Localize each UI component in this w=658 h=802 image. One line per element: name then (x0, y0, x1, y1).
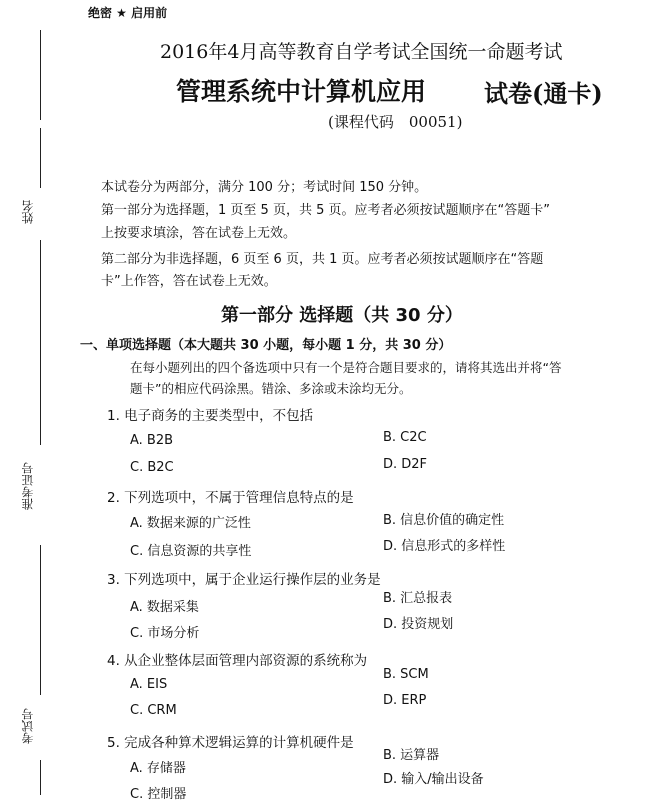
option-d: D. ERP (383, 693, 427, 708)
question-stem: 4. 从企业整体层面管理内部资源的系统称为 (107, 653, 368, 669)
option-c: C. 市场分析 (130, 626, 200, 641)
candidate-number-label: 准考证号 (21, 462, 35, 510)
option-a: A. EIS (130, 677, 168, 692)
option-b: B. 信息价值的确定性 (383, 513, 505, 528)
name-label: 姓名 (21, 200, 35, 224)
question-stem: 1. 电子商务的主要类型中，不包括 (107, 408, 314, 424)
binding-line (40, 128, 41, 188)
question-stem: 5. 完成各种算术逻辑运算的计算机硬件是 (107, 735, 354, 751)
section-title: 第一部分 选择题（共 30 分） (221, 305, 463, 326)
option-b: B. SCM (383, 667, 429, 682)
option-d: D. 输入/输出设备 (383, 772, 484, 787)
option-d: D. D2F (383, 457, 428, 472)
binding-line (40, 545, 41, 695)
exam-title: 2016年4月高等教育自学考试全国统一命题考试 (160, 41, 563, 63)
instruction-line: 题卡”的相应代码涂黑。错涂、多涂或未涂均无分。 (130, 381, 412, 396)
paper-type: 试卷(通卡) (484, 79, 603, 108)
binding-line (40, 240, 41, 445)
option-c: C. 控制器 (130, 787, 187, 802)
exam-number-label: 考试号 (21, 708, 35, 744)
option-b: B. 汇总报表 (383, 591, 453, 606)
instruction-lead: 一、单项选择题（本大题共 30 小题，每小题 1 分，共 30 分） (80, 338, 452, 353)
secret-mark: 绝密 ★ 启用前 (88, 6, 168, 20)
option-a: A. B2B (130, 433, 174, 448)
option-a: A. 数据来源的广泛性 (130, 516, 251, 531)
question-stem: 3. 下列选项中，属于企业运行操作层的业务是 (107, 572, 381, 588)
notice-line: 卡”上作答，答在试卷上无效。 (101, 274, 277, 289)
subject-title: 管理系统中计算机应用 (176, 77, 427, 106)
course-code: (课程代码 00051) (328, 113, 463, 131)
binding-line (40, 30, 41, 120)
option-b: B. 运算器 (383, 748, 440, 763)
option-d: D. 信息形式的多样性 (383, 539, 506, 554)
instruction-line: 在每小题列出的四个备选项中只有一个是符合题目要求的，请将其选出并将“答 (130, 360, 562, 375)
notice-line: 第一部分为选择题，1 页至 5 页，共 5 页。应考者必须按试题顺序在“答题卡” (101, 203, 550, 218)
option-a: A. 存储器 (130, 761, 186, 776)
notice-line: 本试卷分为两部分，满分 100 分；考试时间 150 分钟。 (101, 180, 428, 195)
option-c: C. CRM (130, 703, 177, 718)
notice-line: 上按要求填涂，答在试卷上无效。 (101, 226, 297, 241)
option-c: C. 信息资源的共享性 (130, 544, 252, 559)
notice-line: 第二部分为非选择题，6 页至 6 页，共 1 页。应考者必须按试题顺序在“答题 (101, 252, 544, 267)
question-stem: 2. 下列选项中，不属于管理信息特点的是 (107, 490, 354, 506)
option-d: D. 投资规划 (383, 617, 454, 632)
option-c: C. B2C (130, 460, 174, 475)
binding-line (40, 760, 41, 795)
option-b: B. C2C (383, 430, 427, 445)
option-a: A. 数据采集 (130, 600, 199, 615)
